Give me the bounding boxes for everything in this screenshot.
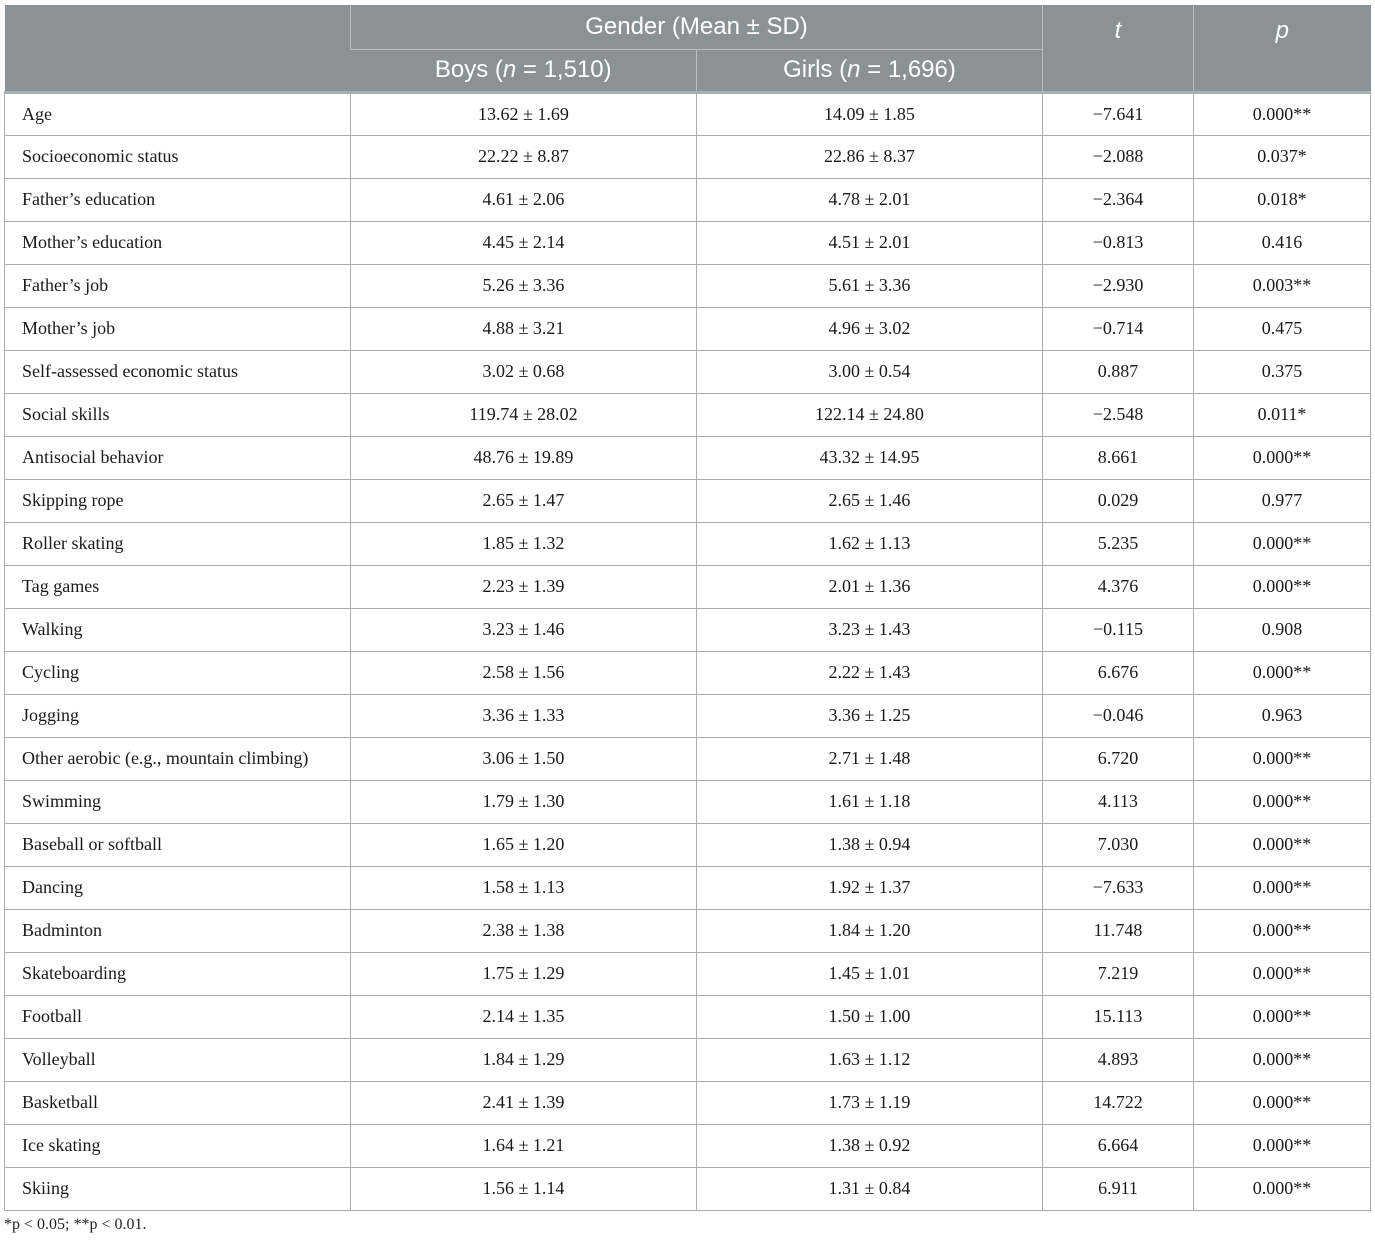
p-value: 0.000** — [1194, 436, 1371, 479]
p-value: 0.037* — [1194, 135, 1371, 178]
p-value: 0.375 — [1194, 350, 1371, 393]
table-header — [5, 5, 1371, 92]
girls-value: 1.50 ± 1.00 — [697, 995, 1043, 1038]
t-value: 8.661 — [1043, 436, 1194, 479]
boys-value: 2.14 ± 1.35 — [351, 995, 697, 1038]
row-label: Volleyball — [5, 1038, 351, 1081]
boys-value: 48.76 ± 19.89 — [351, 436, 697, 479]
girls-value: 4.51 ± 2.01 — [697, 221, 1043, 264]
table-row — [5, 737, 1371, 780]
girls-value: 1.73 ± 1.19 — [697, 1081, 1043, 1124]
t-value: 6.911 — [1043, 1167, 1194, 1210]
row-label: Skipping rope — [5, 479, 351, 522]
p-value: 0.908 — [1194, 608, 1371, 651]
boys-value: 3.06 ± 1.50 — [351, 737, 697, 780]
table-row — [5, 565, 1371, 608]
p-value: 0.000** — [1194, 1038, 1371, 1081]
girls-value: 22.86 ± 8.37 — [697, 135, 1043, 178]
header-p-label: p — [1275, 17, 1289, 44]
row-label: Football — [5, 995, 351, 1038]
header-girls-suffix: = 1,696) — [860, 56, 956, 83]
boys-value: 119.74 ± 28.02 — [351, 393, 697, 436]
boys-value: 1.58 ± 1.13 — [351, 866, 697, 909]
row-label: Baseball or softball — [5, 823, 351, 866]
boys-value: 2.65 ± 1.47 — [351, 479, 697, 522]
table-row — [5, 1124, 1371, 1167]
girls-value: 5.61 ± 3.36 — [697, 264, 1043, 307]
t-value: 14.722 — [1043, 1081, 1194, 1124]
girls-value: 3.36 ± 1.25 — [697, 694, 1043, 737]
header-t — [1043, 5, 1194, 92]
p-value: 0.000** — [1194, 952, 1371, 995]
row-label: Mother’s education — [5, 221, 351, 264]
boys-value: 2.38 ± 1.38 — [351, 909, 697, 952]
header-gender-group: Gender (Mean ± SD) — [351, 5, 1043, 49]
row-label: Skiing — [5, 1167, 351, 1210]
table-row — [5, 264, 1371, 307]
header-boys-prefix: Boys ( — [434, 56, 503, 83]
p-value: 0.416 — [1194, 221, 1371, 264]
girls-value: 1.45 ± 1.01 — [697, 952, 1043, 995]
boys-value: 1.84 ± 1.29 — [351, 1038, 697, 1081]
boys-value: 4.61 ± 2.06 — [351, 178, 697, 221]
t-value: −0.046 — [1043, 694, 1194, 737]
table-row — [5, 221, 1371, 264]
p-value: 0.963 — [1194, 694, 1371, 737]
table-row — [5, 866, 1371, 909]
table-row — [5, 307, 1371, 350]
boys-value: 1.75 ± 1.29 — [351, 952, 697, 995]
header-boys — [351, 49, 697, 92]
row-label: Swimming — [5, 780, 351, 823]
table-row — [5, 135, 1371, 178]
header-girls-prefix: Girls ( — [783, 56, 848, 83]
girls-value: 1.31 ± 0.84 — [697, 1167, 1043, 1210]
row-label: Cycling — [5, 651, 351, 694]
p-value: 0.977 — [1194, 479, 1371, 522]
table-row — [5, 608, 1371, 651]
p-value: 0.000** — [1194, 92, 1371, 135]
girls-value: 1.61 ± 1.18 — [697, 780, 1043, 823]
girls-value: 122.14 ± 24.80 — [697, 393, 1043, 436]
girls-value: 14.09 ± 1.85 — [697, 92, 1043, 135]
table-row — [5, 1081, 1371, 1124]
header-blank-cell — [5, 5, 351, 92]
p-value: 0.000** — [1194, 522, 1371, 565]
table-row — [5, 479, 1371, 522]
table-row — [5, 92, 1371, 135]
table-row — [5, 909, 1371, 952]
row-label: Tag games — [5, 565, 351, 608]
table-row — [5, 651, 1371, 694]
p-value: 0.000** — [1194, 1167, 1371, 1210]
girls-value: 2.22 ± 1.43 — [697, 651, 1043, 694]
t-value: −2.930 — [1043, 264, 1194, 307]
row-label: Ice skating — [5, 1124, 351, 1167]
p-value: 0.003** — [1194, 264, 1371, 307]
row-label: Age — [5, 92, 351, 135]
p-value: 0.000** — [1194, 651, 1371, 694]
t-value: 5.235 — [1043, 522, 1194, 565]
table-row — [5, 393, 1371, 436]
t-value: 6.720 — [1043, 737, 1194, 780]
girls-value: 1.84 ± 1.20 — [697, 909, 1043, 952]
t-value: 6.664 — [1043, 1124, 1194, 1167]
boys-value: 3.36 ± 1.33 — [351, 694, 697, 737]
girls-value: 4.96 ± 3.02 — [697, 307, 1043, 350]
table-body — [5, 92, 1371, 1210]
t-value: −7.633 — [1043, 866, 1194, 909]
t-value: −0.714 — [1043, 307, 1194, 350]
table-row — [5, 694, 1371, 737]
row-label: Social skills — [5, 393, 351, 436]
t-value: 7.219 — [1043, 952, 1194, 995]
girls-value: 2.65 ± 1.46 — [697, 479, 1043, 522]
boys-value: 2.41 ± 1.39 — [351, 1081, 697, 1124]
boys-value: 4.45 ± 2.14 — [351, 221, 697, 264]
girls-value: 2.01 ± 1.36 — [697, 565, 1043, 608]
boys-value: 2.58 ± 1.56 — [351, 651, 697, 694]
t-value: 4.376 — [1043, 565, 1194, 608]
girls-value: 3.23 ± 1.43 — [697, 608, 1043, 651]
table-row — [5, 995, 1371, 1038]
table-row — [5, 350, 1371, 393]
header-boys-n: n — [502, 56, 517, 83]
p-value: 0.018* — [1194, 178, 1371, 221]
row-label: Mother’s job — [5, 307, 351, 350]
boys-value: 1.65 ± 1.20 — [351, 823, 697, 866]
t-value: 4.113 — [1043, 780, 1194, 823]
t-value: 0.887 — [1043, 350, 1194, 393]
boys-value: 3.23 ± 1.46 — [351, 608, 697, 651]
row-label: Self-assessed economic status — [5, 350, 351, 393]
t-value: 0.029 — [1043, 479, 1194, 522]
girls-value: 1.38 ± 0.92 — [697, 1124, 1043, 1167]
row-label: Socioeconomic status — [5, 135, 351, 178]
boys-value: 1.56 ± 1.14 — [351, 1167, 697, 1210]
p-value: 0.011* — [1194, 393, 1371, 436]
p-value: 0.000** — [1194, 866, 1371, 909]
girls-value: 1.62 ± 1.13 — [697, 522, 1043, 565]
header-girls-n: n — [847, 56, 861, 83]
table-row — [5, 1167, 1371, 1210]
row-label: Father’s job — [5, 264, 351, 307]
t-value: −0.813 — [1043, 221, 1194, 264]
row-label: Roller skating — [5, 522, 351, 565]
t-value: −7.641 — [1043, 92, 1194, 135]
boys-value: 13.62 ± 1.69 — [351, 92, 697, 135]
row-label: Dancing — [5, 866, 351, 909]
p-value: 0.000** — [1194, 909, 1371, 952]
girls-value: 43.32 ± 14.95 — [697, 436, 1043, 479]
t-value: −0.115 — [1043, 608, 1194, 651]
t-value: 15.113 — [1043, 995, 1194, 1038]
p-value: 0.000** — [1194, 780, 1371, 823]
boys-value: 2.23 ± 1.39 — [351, 565, 697, 608]
row-label: Antisocial behavior — [5, 436, 351, 479]
comparison-table — [4, 5, 1371, 1211]
header-t-label: t — [1114, 17, 1122, 44]
p-value: 0.000** — [1194, 823, 1371, 866]
p-value: 0.475 — [1194, 307, 1371, 350]
t-value: 11.748 — [1043, 909, 1194, 952]
table-row — [5, 952, 1371, 995]
girls-value: 4.78 ± 2.01 — [697, 178, 1043, 221]
girls-value: 3.00 ± 0.54 — [697, 350, 1043, 393]
boys-value: 1.79 ± 1.30 — [351, 780, 697, 823]
t-value: 6.676 — [1043, 651, 1194, 694]
table-row — [5, 178, 1371, 221]
p-value: 0.000** — [1194, 1081, 1371, 1124]
t-value: −2.088 — [1043, 135, 1194, 178]
row-label: Basketball — [5, 1081, 351, 1124]
girls-value: 1.92 ± 1.37 — [697, 866, 1043, 909]
row-label: Badminton — [5, 909, 351, 952]
p-value: 0.000** — [1194, 1124, 1371, 1167]
boys-value: 1.64 ± 1.21 — [351, 1124, 697, 1167]
t-value: 4.893 — [1043, 1038, 1194, 1081]
row-label: Skateboarding — [5, 952, 351, 995]
table-row — [5, 436, 1371, 479]
header-boys-suffix: = 1,510) — [516, 56, 612, 83]
boys-value: 5.26 ± 3.36 — [351, 264, 697, 307]
t-value: 7.030 — [1043, 823, 1194, 866]
p-value: 0.000** — [1194, 995, 1371, 1038]
girls-value: 1.63 ± 1.12 — [697, 1038, 1043, 1081]
row-label: Jogging — [5, 694, 351, 737]
row-label: Father’s education — [5, 178, 351, 221]
girls-value: 2.71 ± 1.48 — [697, 737, 1043, 780]
boys-value: 4.88 ± 3.21 — [351, 307, 697, 350]
t-value: −2.548 — [1043, 393, 1194, 436]
table-footnote: *p < 0.05; **p < 0.01. — [4, 1216, 147, 1233]
row-label: Walking — [5, 608, 351, 651]
boys-value: 22.22 ± 8.87 — [351, 135, 697, 178]
boys-value: 3.02 ± 0.68 — [351, 350, 697, 393]
girls-value: 1.38 ± 0.94 — [697, 823, 1043, 866]
p-value: 0.000** — [1194, 565, 1371, 608]
table-row — [5, 522, 1371, 565]
p-value: 0.000** — [1194, 737, 1371, 780]
boys-value: 1.85 ± 1.32 — [351, 522, 697, 565]
t-value: −2.364 — [1043, 178, 1194, 221]
row-label: Other aerobic (e.g., mountain climbing) — [5, 737, 351, 780]
table-row — [5, 780, 1371, 823]
header-p — [1194, 5, 1371, 92]
table-row — [5, 823, 1371, 866]
header-girls — [697, 49, 1043, 92]
table-row — [5, 1038, 1371, 1081]
